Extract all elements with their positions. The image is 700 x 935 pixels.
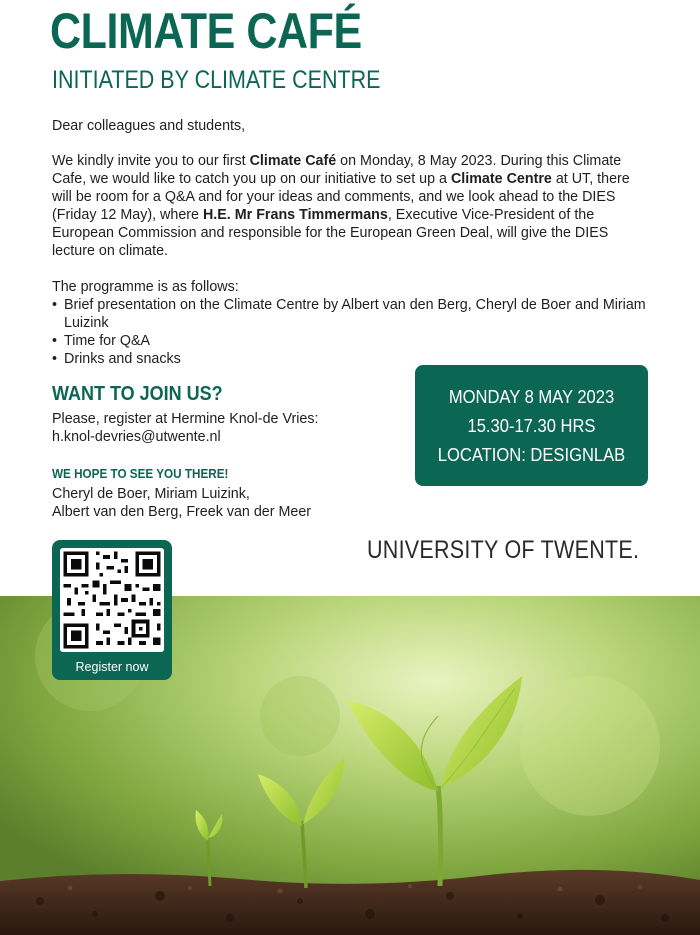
university-logo: UNIVERSITY OF TWENTE. (367, 536, 640, 564)
programme-intro: The programme is as follows: (52, 279, 239, 295)
signers-line: Cheryl de Boer, Miriam Luizink, (52, 486, 250, 502)
programme-list (52, 296, 652, 368)
register-email[interactable]: h.knol-devries@utwente.nl (52, 429, 221, 445)
event-info-box (415, 365, 648, 486)
event-time: 15.30-17.30 HRS (467, 416, 596, 436)
poster-subtitle: INITIATED BY CLIMATE CENTRE (52, 66, 381, 94)
list-item: • Time for Q&A (52, 332, 652, 350)
qr-register-card[interactable] (52, 540, 172, 680)
event-location: LOCATION: DESIGNLAB (437, 445, 626, 465)
qr-code[interactable] (60, 548, 164, 652)
signers-line: Albert van den Berg, Freek van der Meer (52, 504, 312, 520)
qr-label[interactable]: Register now (75, 660, 149, 674)
invitation-paragraph: We kindly invite you to our first Climate Café on Monday, 8 May 2023. During this Climate Cafe, we would like to catch you up on our initiative to set up a Climate Centre at UT, there will be room for a Q&A and for your ideas and comments, and we look ahead to the DIES (Friday 12 May), where H.E. Mr Frans Timmermans, Executive Vice-President of the European Commission and responsible for the European Green Deal, will give the DIES lecture on climate. (52, 153, 630, 259)
poster-title: CLIMATE CAFÉ (50, 3, 362, 59)
hope-heading: WE HOPE TO SEE YOU THERE! (52, 466, 229, 481)
highlight-climate-cafe: Climate Café (249, 153, 337, 169)
list-item: • Brief presentation on the Climate Centre by Albert van den Berg, Cheryl de Boer and Miriam Luizink (52, 296, 652, 332)
highlight-speaker: H.E. Mr Frans Timmermans (202, 207, 388, 223)
list-item: • Drinks and snacks (52, 350, 652, 368)
register-instruction: Please, register at Hermine Knol-de Vries: (52, 411, 319, 427)
join-heading: WANT TO JOIN US? (52, 383, 223, 405)
greeting: Dear colleagues and students, (52, 118, 246, 134)
highlight-climate-centre: Climate Centre (450, 171, 552, 187)
event-date: MONDAY 8 MAY 2023 (448, 387, 615, 407)
